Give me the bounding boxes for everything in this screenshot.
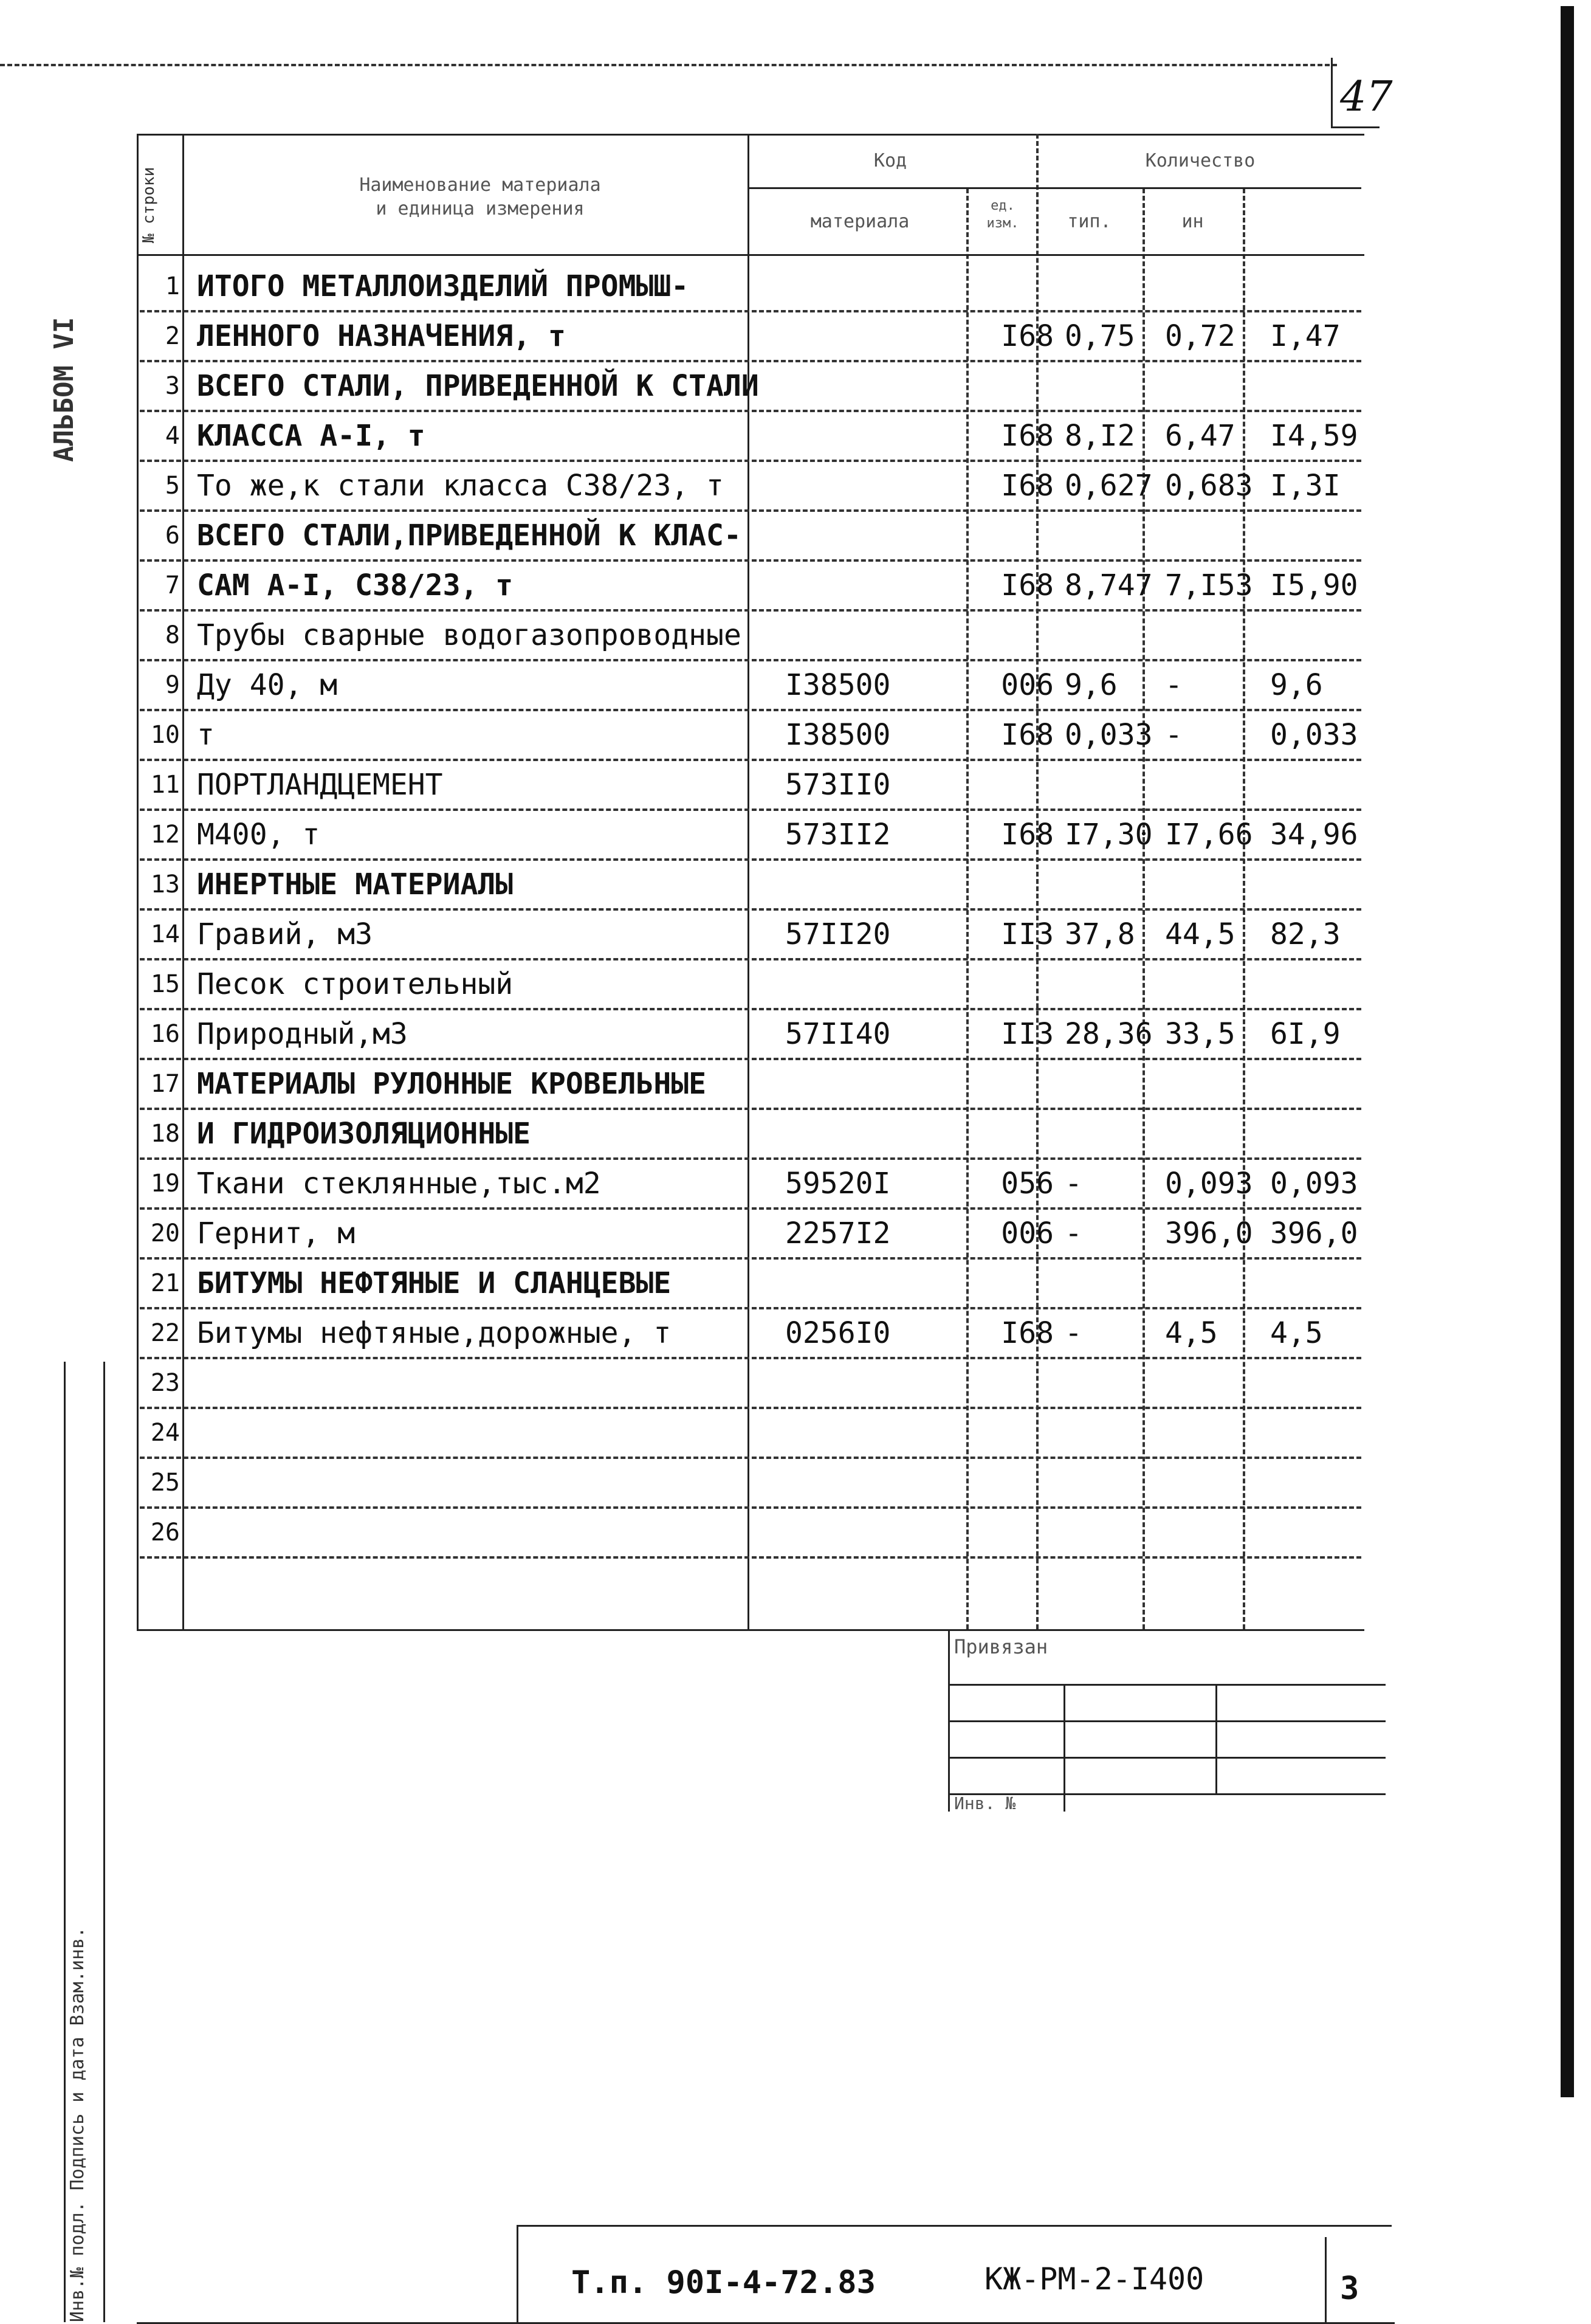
quantity-typical: 8,I2 [1065, 419, 1135, 453]
material-name: ПОРТЛАНДЦЕМЕНТ [197, 768, 443, 802]
unit-code: I68 [1001, 319, 1054, 353]
quantity-total: 4,5 [1270, 1316, 1323, 1350]
table-row [140, 1408, 1355, 1458]
quantity-total [1259, 860, 1380, 909]
quantity-individual [1159, 1458, 1265, 1508]
quantity-individual [1159, 610, 1265, 660]
quantity-individual: 6,47 [1165, 419, 1235, 453]
quantity-typical: 37,8 [1065, 917, 1135, 951]
row-number: 22 [150, 1319, 180, 1347]
material-code [772, 959, 992, 1009]
row-number: 2 [165, 322, 180, 350]
row-number: 14 [150, 920, 180, 948]
material-name: МАТЕРИАЛЫ РУЛОННЫЕ КРОВЕЛЬНЫЕ [197, 1067, 707, 1101]
quantity-typical [1059, 1458, 1165, 1508]
quantity-total: I,47 [1270, 319, 1341, 353]
quantity-total: 6I,9 [1270, 1017, 1341, 1051]
quantity-typical [1059, 1358, 1165, 1408]
table-row [140, 1458, 1355, 1508]
material-code: 57II40 [785, 1017, 891, 1051]
table-row [140, 461, 1355, 511]
header-qty-ind: ин [1181, 211, 1204, 232]
row-number: 24 [150, 1419, 180, 1447]
material-code: 573II0 [785, 768, 891, 802]
quantity-individual [1159, 1258, 1265, 1308]
row-number: 6 [165, 522, 180, 550]
unit-code: II3 [1001, 917, 1054, 951]
stamp-col-2 [1215, 1684, 1217, 1793]
header-quantity: Количество [1145, 150, 1256, 171]
table-row [140, 610, 1355, 660]
quantity-individual: 396,0 [1165, 1216, 1253, 1250]
side-signature-labels: Инв.№ подл. Подпись и дата Взам.инв. [67, 1926, 88, 2322]
unit-code [978, 1258, 1057, 1308]
table-row [140, 560, 1358, 610]
row-number: 26 [150, 1519, 180, 1546]
row-number: 20 [150, 1219, 180, 1247]
table-row [140, 511, 1355, 560]
unit-code [978, 261, 1057, 311]
material-name: САМ А-I, С38/23, т [197, 568, 514, 602]
row-number: 25 [150, 1469, 180, 1497]
quantity-typical: - [1065, 1167, 1082, 1201]
material-name: Песок строительный [197, 967, 514, 1001]
table-row [140, 1358, 1355, 1408]
material-code [772, 560, 992, 610]
side-strip-right [103, 1362, 105, 2322]
quantity-typical [1059, 760, 1165, 810]
material-code [772, 860, 992, 909]
quantity-individual: 0,093 [1165, 1167, 1253, 1201]
unit-code [978, 760, 1057, 810]
quantity-typical [1059, 1508, 1165, 1557]
quantity-typical [1059, 860, 1165, 909]
stamp-line-3 [948, 1757, 1386, 1759]
table-row [140, 760, 1355, 810]
title-block-sheet-line [1325, 2237, 1327, 2322]
quantity-typical: 0,627 [1065, 469, 1153, 503]
table-row [140, 1059, 1355, 1109]
quantity-typical [1059, 1408, 1165, 1458]
page-num-box-left [1331, 58, 1333, 128]
quantity-individual: 4,5 [1165, 1316, 1218, 1350]
quantity-individual [1159, 1508, 1265, 1557]
material-name: ИТОГО МЕТАЛЛОИЗДЕЛИЙ ПРОМЫШ- [197, 269, 689, 303]
table-bottom-line [137, 1629, 1364, 1631]
quantity-individual [1159, 261, 1265, 311]
table-row [140, 660, 1355, 710]
document-code: Т.п. 90I-4-72.83 [571, 2264, 876, 2301]
quantity-typical [1059, 1059, 1165, 1109]
quantity-typical: 0,033 [1065, 718, 1153, 752]
quantity-total: I5,90 [1270, 568, 1358, 602]
material-name: М400, т [197, 818, 320, 852]
quantity-individual: I7,66 [1165, 818, 1253, 852]
quantity-total: 34,96 [1270, 818, 1358, 852]
table-row [140, 1159, 1358, 1209]
quantity-typical: 9,6 [1065, 668, 1118, 702]
side-strip-left [64, 1362, 66, 2322]
album-code: АЛЬБОМ VI [49, 317, 80, 462]
quantity-individual [1159, 1109, 1265, 1159]
table-row [140, 1508, 1355, 1557]
row-number: 18 [150, 1120, 180, 1148]
quantity-total [1259, 1109, 1380, 1159]
row-number: 15 [150, 970, 180, 998]
page-number: 47 [1340, 73, 1393, 121]
material-name: Природный,м3 [197, 1017, 408, 1051]
material-code [772, 1458, 992, 1508]
quantity-total: 82,3 [1270, 917, 1341, 951]
quantity-typical: I7,30 [1065, 818, 1153, 852]
material-name: Ду 40, м [197, 668, 338, 702]
quantity-individual [1159, 760, 1265, 810]
unit-code [978, 1358, 1057, 1408]
inventory-no-label: Инв. № [954, 1793, 1016, 1813]
quantity-typical: 8,747 [1065, 568, 1153, 602]
row-number: 11 [150, 771, 180, 799]
table-row [140, 1109, 1355, 1159]
row-number: 23 [150, 1369, 180, 1397]
material-name: Ткани стеклянные,тыс.м2 [197, 1167, 601, 1201]
material-name: Гернит, м [197, 1216, 356, 1250]
quantity-total [1259, 1258, 1380, 1308]
table-row [140, 860, 1355, 909]
material-code [772, 610, 992, 660]
table-row [140, 1009, 1355, 1059]
quantity-total [1259, 760, 1380, 810]
material-code [772, 1408, 992, 1458]
quantity-total [1259, 1059, 1380, 1109]
table-left-border [137, 134, 139, 1629]
header-code: Код [873, 150, 907, 171]
page-edge-border [1561, 6, 1574, 2097]
header-code-material: материала [810, 211, 910, 232]
material-name: БИТУМЫ НЕФТЯНЫЕ И СЛАНЦЕВЫЕ [197, 1266, 672, 1300]
unit-code [978, 610, 1057, 660]
quantity-total [1259, 610, 1380, 660]
quantity-individual: - [1165, 668, 1183, 702]
quantity-individual [1159, 959, 1265, 1009]
quantity-individual: 0,683 [1165, 469, 1253, 503]
row-number: 8 [165, 621, 180, 649]
quantity-typical [1059, 1109, 1165, 1159]
unit-code [978, 959, 1057, 1009]
material-name: Трубы сварные водогазопроводные [197, 618, 741, 652]
material-code [772, 461, 992, 511]
row-number: 3 [165, 372, 180, 400]
material-name: ВСЕГО СТАЛИ,ПРИВЕДЕННОЙ К КЛАС- [197, 519, 741, 553]
material-code: 57II20 [785, 917, 891, 951]
unit-code [978, 1458, 1057, 1508]
quantity-typical [1059, 361, 1165, 411]
material-code [772, 311, 992, 361]
row-number: 4 [165, 422, 180, 450]
table-row [140, 710, 1358, 760]
quantity-total [1259, 1358, 1380, 1408]
quantity-individual [1159, 860, 1265, 909]
row-number: 19 [150, 1170, 180, 1198]
unit-code: I68 [1001, 718, 1054, 752]
material-name: т [197, 718, 215, 752]
material-code [772, 1358, 992, 1408]
table-row [140, 810, 1358, 860]
quantity-typical [1059, 610, 1165, 660]
quantity-total [1259, 1458, 1380, 1508]
unit-code: 006 [1001, 1216, 1054, 1250]
quantity-total [1259, 959, 1380, 1009]
quantity-total: 9,6 [1270, 668, 1323, 702]
drawing-code: КЖ-РМ-2-I400 [984, 2261, 1204, 2297]
quantity-total [1259, 1508, 1380, 1557]
material-code [772, 1258, 992, 1308]
quantity-total [1259, 1408, 1380, 1458]
material-code [772, 1109, 992, 1159]
material-name: Битумы нефтяные,дорожные, т [197, 1316, 672, 1350]
quantity-total: 396,0 [1270, 1216, 1358, 1250]
quantity-typical [1059, 1258, 1165, 1308]
material-name: И ГИДРОИЗОЛЯЦИОННЫЕ [197, 1117, 531, 1151]
row-number: 10 [150, 721, 180, 749]
row-number: 5 [165, 472, 180, 500]
quantity-total [1259, 361, 1380, 411]
table-row [140, 1209, 1358, 1258]
material-name: ЛЕННОГО НАЗНАЧЕНИЯ, т [197, 319, 566, 353]
quantity-total: 0,033 [1270, 718, 1358, 752]
header-row-number: № строки [140, 167, 158, 243]
quantity-typical [1059, 959, 1165, 1009]
table-row [140, 1308, 1355, 1358]
table-row [140, 261, 1355, 311]
title-block-left [517, 2225, 518, 2322]
unit-code: I68 [1001, 818, 1054, 852]
unit-code [978, 361, 1057, 411]
quantity-typical: - [1065, 1216, 1082, 1250]
stamp-col-1 [1064, 1684, 1065, 1812]
material-code [772, 361, 992, 411]
material-code: 2257I2 [785, 1216, 891, 1250]
quantity-total: I4,59 [1270, 419, 1358, 453]
material-code: 0256I0 [785, 1316, 891, 1350]
table-row [140, 361, 1355, 411]
quantity-individual [1159, 1358, 1265, 1408]
title-block-top [517, 2225, 1392, 2227]
row-number: 21 [150, 1269, 180, 1297]
quantity-total [1259, 511, 1380, 560]
stamp-line-2 [948, 1720, 1386, 1722]
material-code: I38500 [785, 668, 891, 702]
quantity-individual: - [1165, 718, 1183, 752]
material-name: То же,к стали класса С38/23, т [197, 469, 724, 503]
sheet-number: 3 [1340, 2271, 1359, 2307]
quantity-individual: 7,I53 [1165, 568, 1253, 602]
material-code [772, 1508, 992, 1557]
unit-code: I68 [1001, 1316, 1054, 1350]
quantity-typical [1059, 511, 1165, 560]
row-number: 12 [150, 821, 180, 849]
quantity-total [1259, 261, 1380, 311]
quantity-individual: 44,5 [1165, 917, 1235, 951]
quantity-individual [1159, 511, 1265, 560]
quantity-individual: 33,5 [1165, 1017, 1235, 1051]
row-number: 1 [165, 272, 180, 300]
header-bottom-line [137, 254, 1364, 256]
quantity-typical: 0,75 [1065, 319, 1135, 353]
row-number: 16 [150, 1020, 180, 1048]
header-name: Наименование материала и единица измерения [359, 174, 601, 219]
quantity-individual: 0,72 [1165, 319, 1235, 353]
table-top-border [137, 134, 1364, 136]
quantity-individual [1159, 1408, 1265, 1458]
material-name: ИНЕРТНЫЕ МАТЕРИАЛЫ [197, 867, 514, 902]
quantity-total: 0,093 [1270, 1167, 1358, 1201]
quantity-typical: - [1065, 1316, 1082, 1350]
unit-code [978, 1508, 1057, 1557]
unit-code [978, 1059, 1057, 1109]
row-number: 7 [165, 571, 180, 599]
material-code [772, 511, 992, 560]
material-code: I38500 [785, 718, 891, 752]
unit-code [978, 860, 1057, 909]
table-row [140, 1258, 1355, 1308]
material-code: 59520I [785, 1167, 891, 1201]
header-sub-line [747, 187, 1361, 189]
unit-code: I68 [1001, 469, 1054, 503]
table-row [140, 909, 1355, 959]
material-code [772, 261, 992, 311]
attached-label: Привязан [954, 1635, 1048, 1658]
unit-code: I68 [1001, 419, 1054, 453]
unit-code [978, 1109, 1057, 1159]
page-num-box-bottom [1331, 126, 1380, 128]
unit-code: I68 [1001, 568, 1054, 602]
material-code: 573II2 [785, 818, 891, 852]
table-row [140, 311, 1355, 361]
material-name: ВСЕГО СТАЛИ, ПРИВЕДЕННОЙ К СТАЛИ [197, 369, 759, 403]
table-row [140, 411, 1358, 461]
material-code [772, 411, 992, 461]
row-number: 17 [150, 1070, 180, 1098]
material-name: Гравий, м3 [197, 917, 373, 951]
unit-code: 006 [1001, 668, 1054, 702]
quantity-total: I,3I [1270, 469, 1341, 503]
table-row [140, 959, 1355, 1009]
quantity-individual [1159, 361, 1265, 411]
header-code-unit: ед. изм. [986, 198, 1019, 231]
unit-code [978, 511, 1057, 560]
quantity-typical [1059, 261, 1165, 311]
unit-code: 056 [1001, 1167, 1054, 1201]
unit-code: II3 [1001, 1017, 1054, 1051]
quantity-individual [1159, 1059, 1265, 1109]
stamp-line-1 [948, 1684, 1386, 1686]
quantity-typical: 28,36 [1065, 1017, 1153, 1051]
top-frame-line [0, 64, 1337, 66]
unit-code [978, 1408, 1057, 1458]
header-qty-typ: тип. [1067, 211, 1112, 232]
material-name: КЛАССА А-I, т [197, 419, 425, 453]
row-number: 13 [150, 871, 180, 898]
row-number: 9 [165, 671, 180, 699]
material-code [772, 1059, 992, 1109]
row-separator [140, 1556, 1361, 1559]
